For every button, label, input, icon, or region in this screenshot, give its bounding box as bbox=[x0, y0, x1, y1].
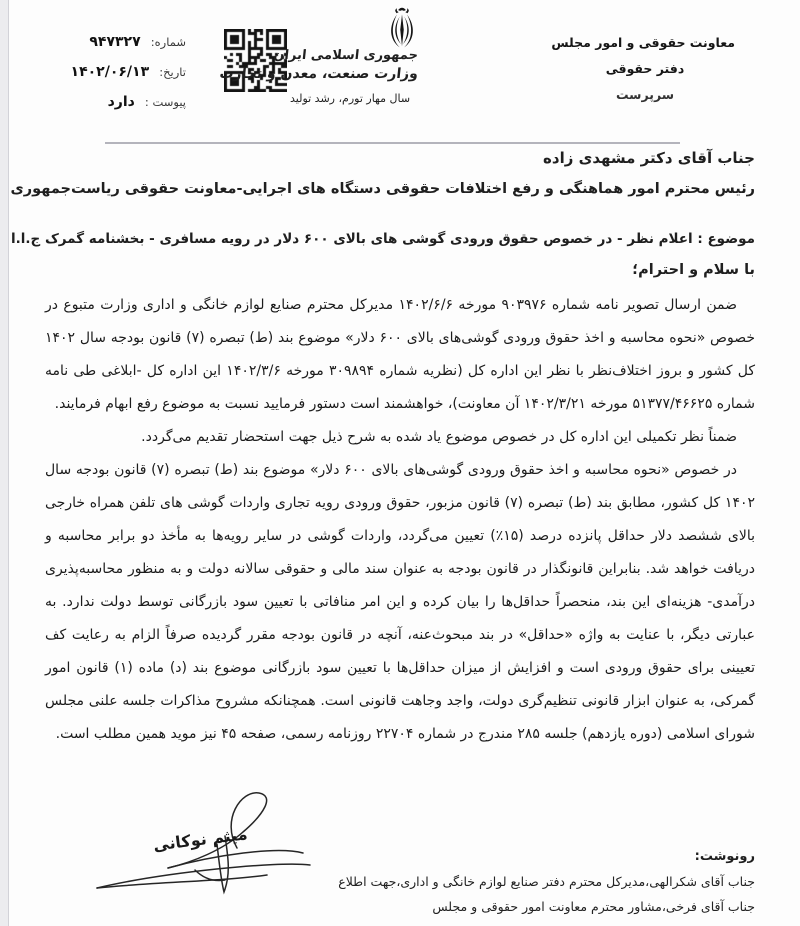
number-label: شماره: bbox=[150, 35, 186, 49]
cc-title: رونوشت: bbox=[694, 849, 755, 864]
cc-item-1: جناب آقای شکرالهی،مدیرکل محترم دفتر صنایع لوازم خانگی و اداری،جهت اطلاع bbox=[338, 874, 755, 889]
letter-date-row bbox=[28, 56, 186, 86]
cc-item-2: جناب آقای فرخی،مشاور محترم معاونت امور حقوقی و مجلس bbox=[432, 899, 755, 914]
signer-name: میثم نوکانی bbox=[152, 824, 249, 855]
salutation: با سلام و احترام؛ bbox=[632, 262, 755, 278]
paragraph-2: ضمناً نظر تکمیلی این اداره کل در خصوص موضوع یاد شده به شرح ذیل جهت استحضار تقدیم می‌گردد. bbox=[141, 429, 737, 445]
department-line-1: معاونت حقوقی و امور مجلس bbox=[551, 35, 735, 50]
letter-meta-block bbox=[28, 26, 186, 116]
recipient-name: جناب آقای دکتر مشهدی زاده bbox=[543, 149, 755, 167]
department-line-3: سرپرست bbox=[615, 87, 675, 102]
attachment-value: دارد bbox=[107, 94, 135, 110]
org-name-ministry: وزارت صنعت، معدن و تجارت bbox=[218, 66, 419, 82]
iran-emblem-icon bbox=[384, 5, 420, 49]
signature-block bbox=[75, 782, 355, 922]
date-value: ۱۴۰۲/۰۶/۱۳ bbox=[70, 64, 150, 80]
scan-edge-shadow bbox=[0, 0, 8, 926]
letter-number-row bbox=[28, 26, 186, 56]
subject-line: موضوع : اعلام نظر - در خصوص حقوق ورودی گوشی های بالای ۶۰۰ دلار در رویه مسافری - بخشنامه گمرک ج.ا.ا bbox=[11, 231, 755, 247]
year-slogan: سال مهار تورم، رشد تولید bbox=[290, 92, 411, 105]
org-name-country: جمهوری اسلامی ایران bbox=[272, 48, 419, 63]
header-divider bbox=[105, 142, 680, 144]
attachment-label: پیوست : bbox=[144, 95, 186, 109]
recipient-title: رئیس محترم امور هماهنگی و رفع اختلافات حقوقی دستگاه های اجرایی-معاونت حقوقی ریاست‌جمهوری bbox=[10, 181, 755, 197]
letter-attachment-row bbox=[28, 86, 186, 116]
number-value: ۹۴۷۳۲۷ bbox=[89, 34, 141, 50]
org-name-block bbox=[218, 48, 419, 105]
paragraph-1: ضمن ارسال تصویر نامه شماره ۹۰۳۹۷۶ مورخه ۱۴۰۲/۶/۶ مدیرکل محترم صنایع لوازم خانگی و اداری وزارت متبوع در خصوص «نحوه محاسبه و اخذ حقوق ورودی گوشی‌های بالای ۶۰۰ دلار» موضوع بند (ط) تبصره (۷) قانون بودجه سال ۱۴۰۲ کل کشور و بروز اختلاف‌نظر با نظر این اداره کل (نظریه شماره ۳۰۹۸۹۴ مورخه ۱۴۰۲/۳/۶ این اداره کل -ابلاغی طی نامه شماره ۵۱۳۷۷/۴۶۶۲۵ مورخه ۱۴۰۲/۳/۲۱ آن معاونت)، خواهشمند است دستور فرمایید نسبت به موضوع رفع ابهام فرمایند. bbox=[45, 297, 756, 412]
department-line-2: دفتر حقوقی bbox=[605, 61, 685, 76]
cc-block bbox=[338, 845, 755, 919]
letter-body bbox=[45, 289, 755, 751]
department-block bbox=[551, 30, 735, 108]
paragraph-3: در خصوص «نحوه محاسبه و اخذ حقوق ورودی گوشی‌های بالای ۶۰۰ دلار» موضوع بند (ط) تبصره (۷) قانون بودجه سال ۱۴۰۲ کل کشور، مطابق بند (ط) تبصره (۷) قانون مزبور، حقوق ورودی رویه تجاری واردات گوشی های تلفن همراه خارجی بالای ششصد دلار حداقل پانزده درصد (۱۵٪) تعیین می‌گردد، واردات گوشی در سایر رویه‌ها به مأخذ دو برابر محاسبه و دریافت خواهد شد. بنابراین قانونگذار در قانون بودجه به عنوان سند مالی و حقوقی سالانه دولت و به منظور محاسبه‌پذیری درآمدی- هزینه‌ای این بند، منحصراً حداقل‌ها را بیان کرده و این امر منافاتی با تعیین سود بازرگانی توسط دولت ندارد. به عبارتی دیگر، با عنایت به واژه «حداقل» در بند مبحوث‌عنه، آنچه در قانون بودجه مقرر گردیده صرفاً الزام به رعایت کف تعیینی برای حقوق ورودی است و افزایش از میزان حداقل‌ها با تعیین سود بازرگانی موضوع بند (د) ماده (۱) قانون امور گمرکی، به عنوان ابزار قانونی تنظیم‌گری دولت، واجد وجاهت قانونی است. همچنانکه مشروح مذاکرات جلسه علنی مجلس شورای اسلامی (دوره یازدهم) جلسه ۲۸۵ مندرج در شماره ۲۲۷۰۴ روزنامه رسمی، صفحه ۴۵ نیز موید همین مطلب است. bbox=[45, 462, 755, 742]
signature-scribble-icon bbox=[75, 782, 355, 922]
date-label: تاریخ: bbox=[159, 65, 186, 79]
scan-edge-line bbox=[8, 0, 9, 926]
